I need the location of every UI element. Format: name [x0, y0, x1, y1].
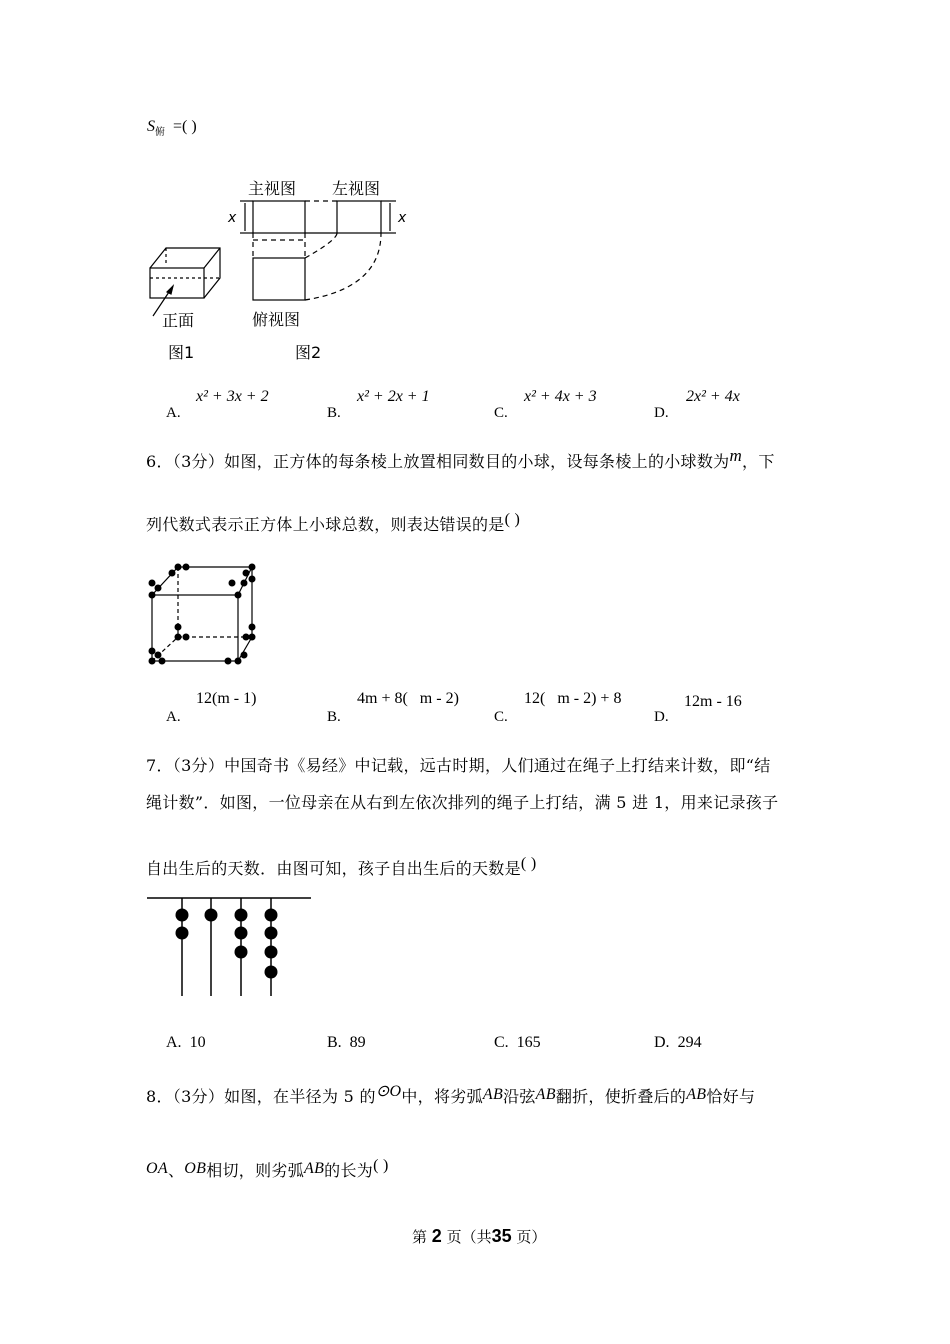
q5-option-c-letter: C.	[494, 405, 508, 421]
q5-option-b-expr: x² + 2x + 1	[357, 388, 430, 405]
q7-question-line1: 7．（3分）中国奇书《易经》中记载，远古时期，人们通过在绳子上打结来计数，即“结	[146, 756, 771, 775]
q6-option-b-expr: 4m + 8( m - 2)	[357, 690, 459, 707]
cuboid-drawing	[150, 248, 220, 316]
q5-option-d-expr: 2x² + 4x	[686, 388, 740, 405]
q6-question-line2: 列代数式表示正方体上小球总数，则表达错误的是( )	[146, 511, 521, 534]
fig2-label: 图2	[295, 343, 322, 362]
q6-option-d-letter: D.	[654, 709, 669, 725]
q7-option-c: C. 165	[494, 1034, 541, 1051]
front-view-drawing	[240, 201, 396, 300]
rope-knots	[176, 909, 278, 979]
front-view-label: 主视图	[248, 179, 297, 198]
dim-x-right: x	[398, 210, 407, 226]
q5-option-b-letter: B.	[327, 405, 341, 421]
q7-knot-figure	[145, 892, 315, 1002]
q6-cube-figure	[140, 555, 270, 675]
q5-option-a-letter: A.	[166, 405, 181, 421]
q5-answer-stem: $S_俯$ =( )	[147, 118, 197, 139]
q7-option-b: B. 89	[327, 1034, 366, 1051]
q6-option-b-letter: B.	[327, 709, 341, 725]
left-view-label: 左视图	[332, 179, 381, 198]
q6-option-a-expr: 12(m - 1)	[196, 690, 257, 707]
q5-figure	[140, 170, 430, 370]
q6-option-a-letter: A.	[166, 709, 181, 725]
q6-option-d-expr: 12m - 16	[684, 693, 742, 710]
q6-option-c-expr: 12( m - 2) + 8	[524, 690, 622, 707]
q8-question-line1: 8．（3分）如图，在半径为 5 的⊙O中，将劣弧AB沿弦AB翻折，使折叠后的AB恰好与	[146, 1083, 756, 1106]
q6-question-line1: 6．（3分）如图，正方体的每条棱上放置相同数目的小球，设每条棱上的小球数为m，下	[146, 446, 775, 471]
q5-option-c-expr: x² + 4x + 3	[524, 388, 597, 405]
q7-option-a: A. 10	[166, 1034, 206, 1051]
q8-question-line2: OA、OB相切，则劣弧AB的长为( )	[146, 1157, 389, 1180]
q7-option-d: D. 294	[654, 1034, 702, 1051]
page-footer: 第 2 页（共35 页）	[412, 1226, 547, 1246]
fig1-label: 图1	[168, 343, 195, 362]
q5-option-d-letter: D.	[654, 405, 669, 421]
q7-question-line2: 绳计数”．如图，一位母亲在从右到左依次排列的绳子上打结，满 5 进 1，用来记录孩子	[146, 793, 779, 812]
dim-x-left: x	[228, 210, 237, 226]
q5-option-a-expr: x² + 3x + 2	[196, 388, 269, 405]
front-face-label: 正面	[162, 311, 195, 330]
top-view-label: 俯视图	[252, 310, 301, 329]
q6-option-c-letter: C.	[494, 709, 508, 725]
q7-question-line3: 自出生后的天数．由图可知，孩子自出生后的天数是( )	[146, 855, 537, 878]
